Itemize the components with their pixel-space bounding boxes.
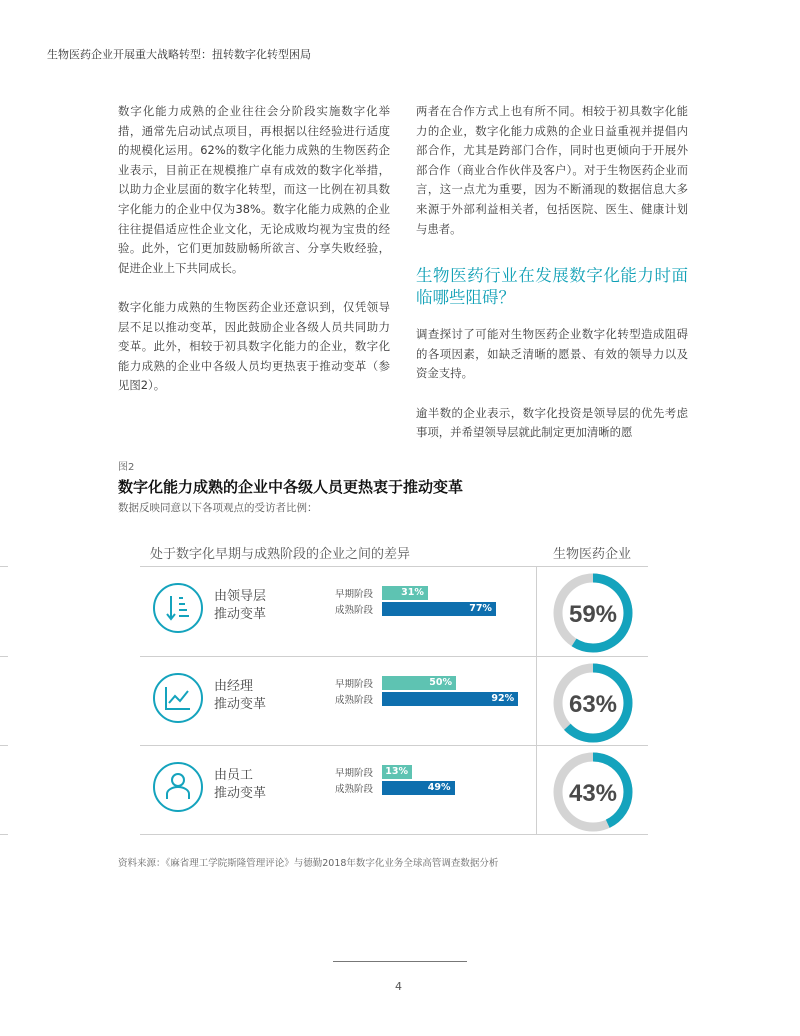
- body-paragraph: 两者在合作方式上也有所不同。相较于初具数字化能力的企业，数字化能力成熟的企业日益重视并提倡内部合作，尤其是跨部门合作，同时也更倾向于开展外部合作（商业合作伙伴及客户）。对于生物医药企业而言，这一点尤为重要，因为不断涌现的数据信息大多来源于外部利益相关者，包括医院、医生、健康计划与患者。: [416, 104, 688, 236]
- donut-value: 43%: [568, 780, 618, 807]
- row-label: [214, 588, 266, 624]
- figure-label: 图2: [118, 462, 135, 473]
- priority-list-icon: [152, 582, 204, 634]
- stage-label-early: 早期阶段: [335, 679, 374, 690]
- donut-value: 59%: [568, 601, 618, 628]
- section-heading: 生物医药行业在发展数字化能力时面临哪些阻碍？: [416, 266, 688, 308]
- footer-rule: [333, 961, 467, 962]
- chart-column-header-biopharma: 生物医药企业: [553, 547, 632, 562]
- donut-value: 63%: [568, 691, 618, 718]
- page-edge-tick: [0, 656, 8, 657]
- chart-row-employees: [140, 747, 648, 833]
- source-note: 资料来源：《麻省理工学院斯隆管理评论》与德勤2018年数字化业务全球高管调查数据分析: [118, 858, 499, 869]
- page-edge-tick: [0, 566, 8, 567]
- row-label-line: 由领导层: [214, 589, 267, 604]
- page-edge-tick: [0, 745, 8, 746]
- row-label-line: 由员工: [214, 768, 254, 783]
- chart-divider: [140, 656, 648, 657]
- chart-row-leadership: [140, 568, 648, 654]
- bar-mature: 49%: [382, 781, 455, 795]
- bar-early: 50%: [382, 676, 456, 690]
- figure-title: 数字化能力成熟的企业中各级人员更热衷于推动变革: [118, 478, 464, 496]
- stage-label-mature: 成熟阶段: [335, 784, 374, 795]
- row-label-line: 推动变革: [214, 607, 267, 622]
- stage-label-mature: 成熟阶段: [335, 695, 374, 706]
- running-header: 生物医药企业开展重大战略转型：扭转数字化转型困局: [47, 48, 311, 61]
- right-column: [416, 102, 688, 443]
- stage-label-early: 早期阶段: [335, 589, 374, 600]
- body-paragraph: 调查探讨了可能对生物医药企业数字化转型造成阻碍的各项因素，如缺乏清晰的愿景、有效的领导力以及资金支持。: [416, 327, 688, 381]
- body-paragraph: 逾半数的企业表示，数字化投资是领导层的优先考虑事项，并希望领导层就此制定更加清晰的愿: [416, 405, 688, 440]
- left-column: [118, 102, 390, 396]
- donut-chart: [550, 660, 636, 746]
- stage-label-mature: 成熟阶段: [335, 605, 374, 616]
- line-chart-icon: [152, 672, 204, 724]
- page-number: 4: [395, 980, 402, 993]
- donut-chart: [550, 749, 636, 835]
- donut-chart: [550, 570, 636, 656]
- figure-subtitle: 数据反映同意以下各项观点的受访者比例：: [118, 502, 318, 514]
- bar-mature: 77%: [382, 602, 496, 616]
- stage-label-early: 早期阶段: [335, 768, 374, 779]
- row-label: [214, 767, 266, 803]
- row-label-line: 由经理: [214, 679, 254, 694]
- bar-mature: 92%: [382, 692, 518, 706]
- person-icon: [152, 761, 204, 813]
- bar-early: 13%: [382, 765, 412, 779]
- body-paragraph: 数字化能力成熟的生物医药企业还意识到，仅凭领导层不足以推动变革，因此鼓励企业各级人员共同助力变革。此外，相较于初具数字化能力的企业，数字化能力成熟的企业中各级人员均更热衷于推动变革（参见图2）。: [118, 299, 390, 393]
- row-label-line: 推动变革: [214, 697, 267, 712]
- page-edge-tick: [0, 834, 8, 835]
- body-paragraph: 数字化能力成熟的企业往往会分阶段实施数字化举措，通常先启动试点项目，再根据以往经验进行适度的规模化运用。62%的数字化能力成熟的生物医药企业表示，目前正在规模推广卓有成效的数字化举措，以助力企业层面的数字化转型，而这一比例在初具数字化能力的企业中仅为38%。数字化能力成熟的企业往往提倡适应性企业文化，无论成败均视为宝贵的经验。此外，它们更加鼓励畅所欲言、分享失败经验，促进企业上下共同成长。: [118, 104, 390, 275]
- row-label-line: 推动变革: [214, 786, 267, 801]
- chart-divider: [140, 566, 648, 567]
- chart-row-managers: [140, 658, 648, 744]
- bar-early: 31%: [382, 586, 428, 600]
- chart-column-header-differences: 处于数字化早期与成熟阶段的企业之间的差异: [150, 547, 411, 562]
- row-label: [214, 678, 266, 714]
